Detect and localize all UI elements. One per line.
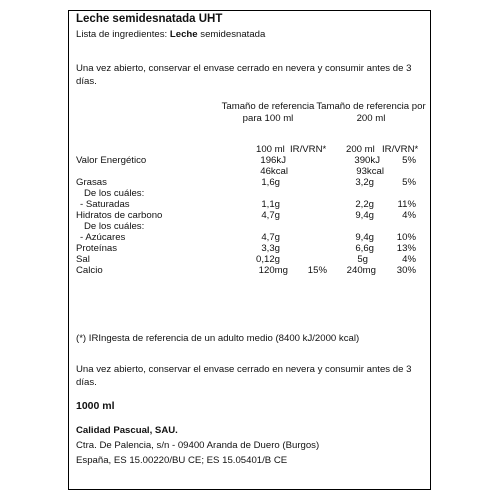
row-ir-200: 10%	[396, 232, 416, 243]
row-label: - Azúcares	[80, 232, 126, 243]
ref-header-100-line-2: para 100 ml	[242, 113, 294, 124]
volume: 1000 ml	[76, 400, 115, 412]
row-label: Proteínas	[76, 243, 118, 254]
storage-bottom-line-2: días.	[76, 377, 97, 388]
unit-header-100ml: 100 ml	[256, 144, 285, 155]
row-value-100: 4,7g	[261, 210, 280, 221]
row-label: De los cuáles:	[84, 188, 145, 199]
row-ir-200: 13%	[396, 243, 416, 254]
row-label: De los cuáles:	[84, 221, 145, 232]
row-value-100: 0,12g	[255, 254, 280, 265]
row-ir-200: 4%	[402, 210, 416, 221]
row-ir-200: 30%	[396, 265, 416, 276]
unit-header-ir-200: IR/VRN*	[382, 144, 419, 155]
ref-header-100-line-1: Tamaño de referencia	[221, 101, 315, 112]
ingredients-suffix: semidesnatada	[197, 29, 266, 40]
row-value-100: 120mg	[258, 265, 288, 276]
company-name: Calidad Pascual, SAU.	[76, 425, 178, 436]
unit-header-ir-100: IR/VRN*	[290, 144, 327, 155]
row-value-200: 3,2g	[355, 177, 374, 188]
row-label: - Saturadas	[80, 199, 130, 210]
row-value-200: 5g	[357, 254, 368, 265]
row-value-200: 240mg	[346, 265, 376, 276]
row-value-100: 3,3g	[261, 243, 280, 254]
company-registry: España, ES 15.00220/BU CE; ES 15.05401/B CE	[76, 455, 288, 466]
row-value-200: 9,4g	[355, 210, 374, 221]
company-address: Ctra. De Palencia, s/n - 09400 Aranda de Duero (Burgos)	[76, 440, 320, 451]
product-title: Leche semidesnatada UHT	[76, 13, 223, 25]
row-value-200: 390kJ	[354, 155, 380, 166]
row-value-100: 1,6g	[261, 177, 280, 188]
row-ir-200: 4%	[402, 254, 416, 265]
row-value-200: 6,6g	[355, 243, 374, 254]
row-value-100: 46kcal	[260, 166, 288, 177]
row-label: Calcio	[76, 265, 103, 276]
row-value-200: 2,2g	[355, 199, 374, 210]
row-label: Valor Energético	[76, 155, 147, 166]
row-value-100: 4,7g	[261, 232, 280, 243]
row-value-100: 1,1g	[261, 199, 280, 210]
row-ir-100: 15%	[307, 265, 327, 276]
ingredients-prefix: Lista de ingredientes:	[76, 29, 168, 40]
ref-header-200-line-1: Tamaño de referencia por	[316, 101, 426, 112]
row-label: Hidratos de carbono	[76, 210, 163, 221]
row-ir-200: 5%	[402, 155, 416, 166]
row-label: Sal	[76, 254, 90, 265]
row-value-200: 93kcal	[356, 166, 384, 177]
ingredients-main: Leche	[169, 29, 198, 40]
storage-top-line-1: Una vez abierto, conservar el envase cerrado en nevera y consumir antes de 3	[76, 63, 412, 74]
row-ir-200: 11%	[397, 199, 416, 210]
row-value-100: 196kJ	[260, 155, 286, 166]
footnote: (*) IRIngesta de referencia de un adulto medio (8400 kJ/2000 kcal)	[76, 333, 360, 344]
ingredients-line	[76, 29, 265, 41]
ref-header-200-line-2: 200 ml	[356, 113, 386, 124]
row-label: Grasas	[76, 177, 107, 188]
row-value-200: 9,4g	[355, 232, 374, 243]
row-ir-200: 5%	[402, 177, 416, 188]
unit-header-200ml: 200 ml	[346, 144, 375, 155]
storage-bottom-line-1: Una vez abierto, conservar el envase cerrado en nevera y consumir antes de 3	[76, 364, 412, 375]
storage-top-line-2: días.	[76, 76, 97, 87]
